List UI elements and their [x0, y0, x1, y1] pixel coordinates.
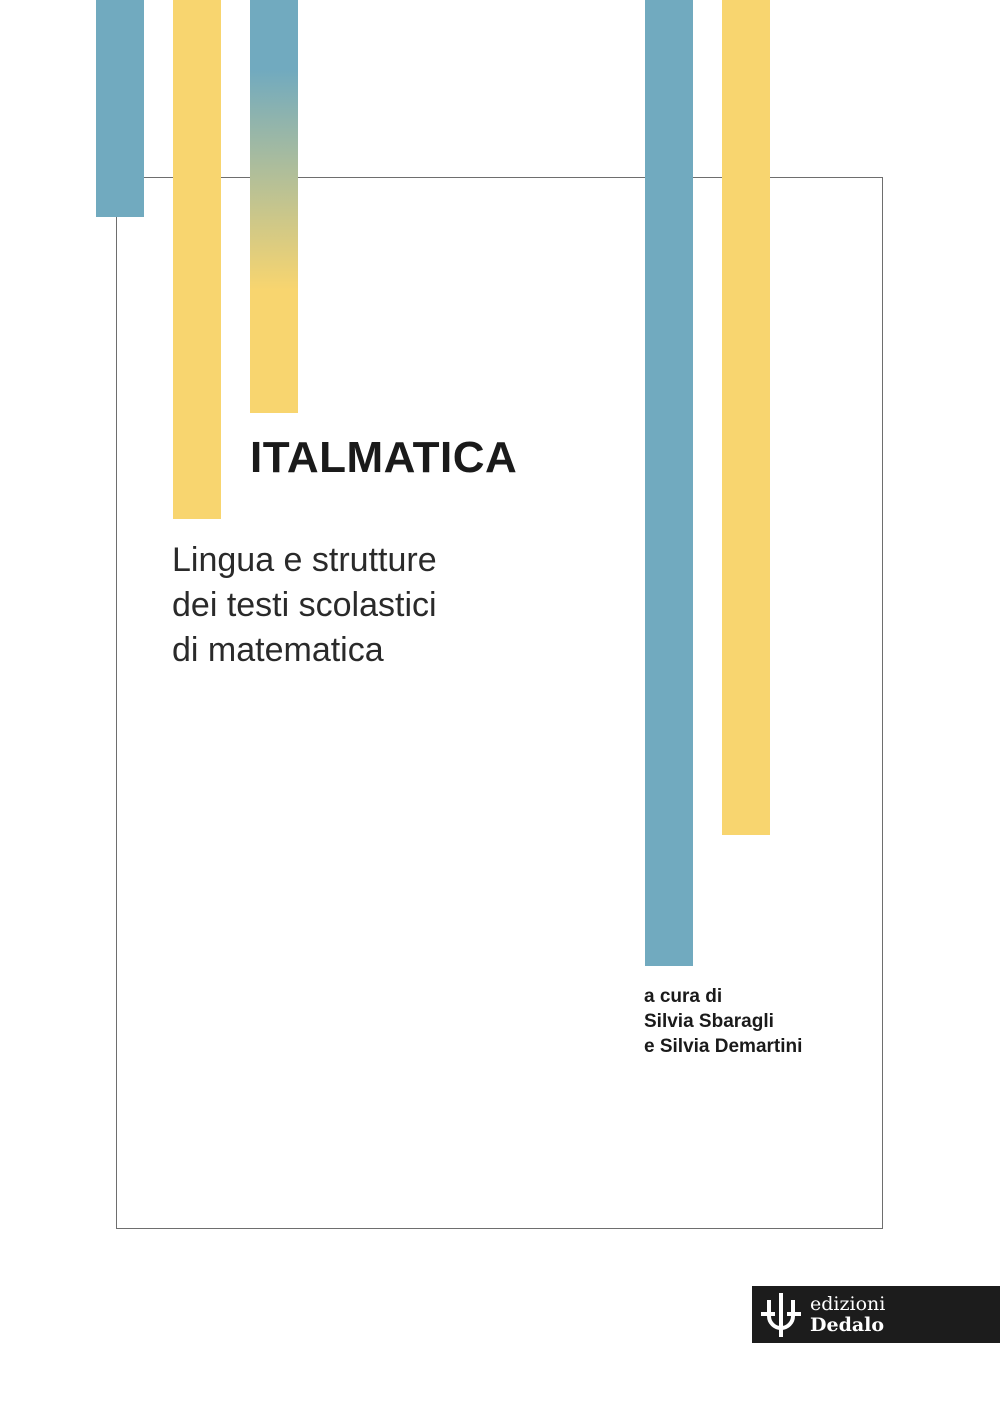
editors-line: Silvia Sbaragli	[644, 1011, 774, 1032]
book-title: ITALMATICA	[250, 433, 518, 482]
subtitle-line: di matematica	[172, 631, 384, 669]
yellow-bar-left	[173, 0, 221, 519]
editors-credit	[644, 984, 802, 1059]
publisher-badge	[752, 1286, 1000, 1343]
publisher-line-1: edizioni	[810, 1292, 886, 1315]
subtitle-line: Lingua e strutture	[172, 541, 437, 579]
gradient-bar	[250, 0, 298, 413]
dedalo-logo-icon	[758, 1292, 804, 1338]
editors-line: a cura di	[644, 986, 723, 1007]
subtitle-line: dei testi scolastici	[172, 586, 437, 624]
editors-line: e Silvia Demartini	[644, 1036, 803, 1057]
publisher-name	[810, 1294, 885, 1336]
yellow-bar-right	[722, 0, 770, 835]
blue-bar-left	[96, 0, 144, 217]
book-subtitle	[172, 538, 437, 673]
publisher-line-2: Dedalo	[810, 1313, 885, 1336]
blue-bar-right	[645, 0, 693, 966]
